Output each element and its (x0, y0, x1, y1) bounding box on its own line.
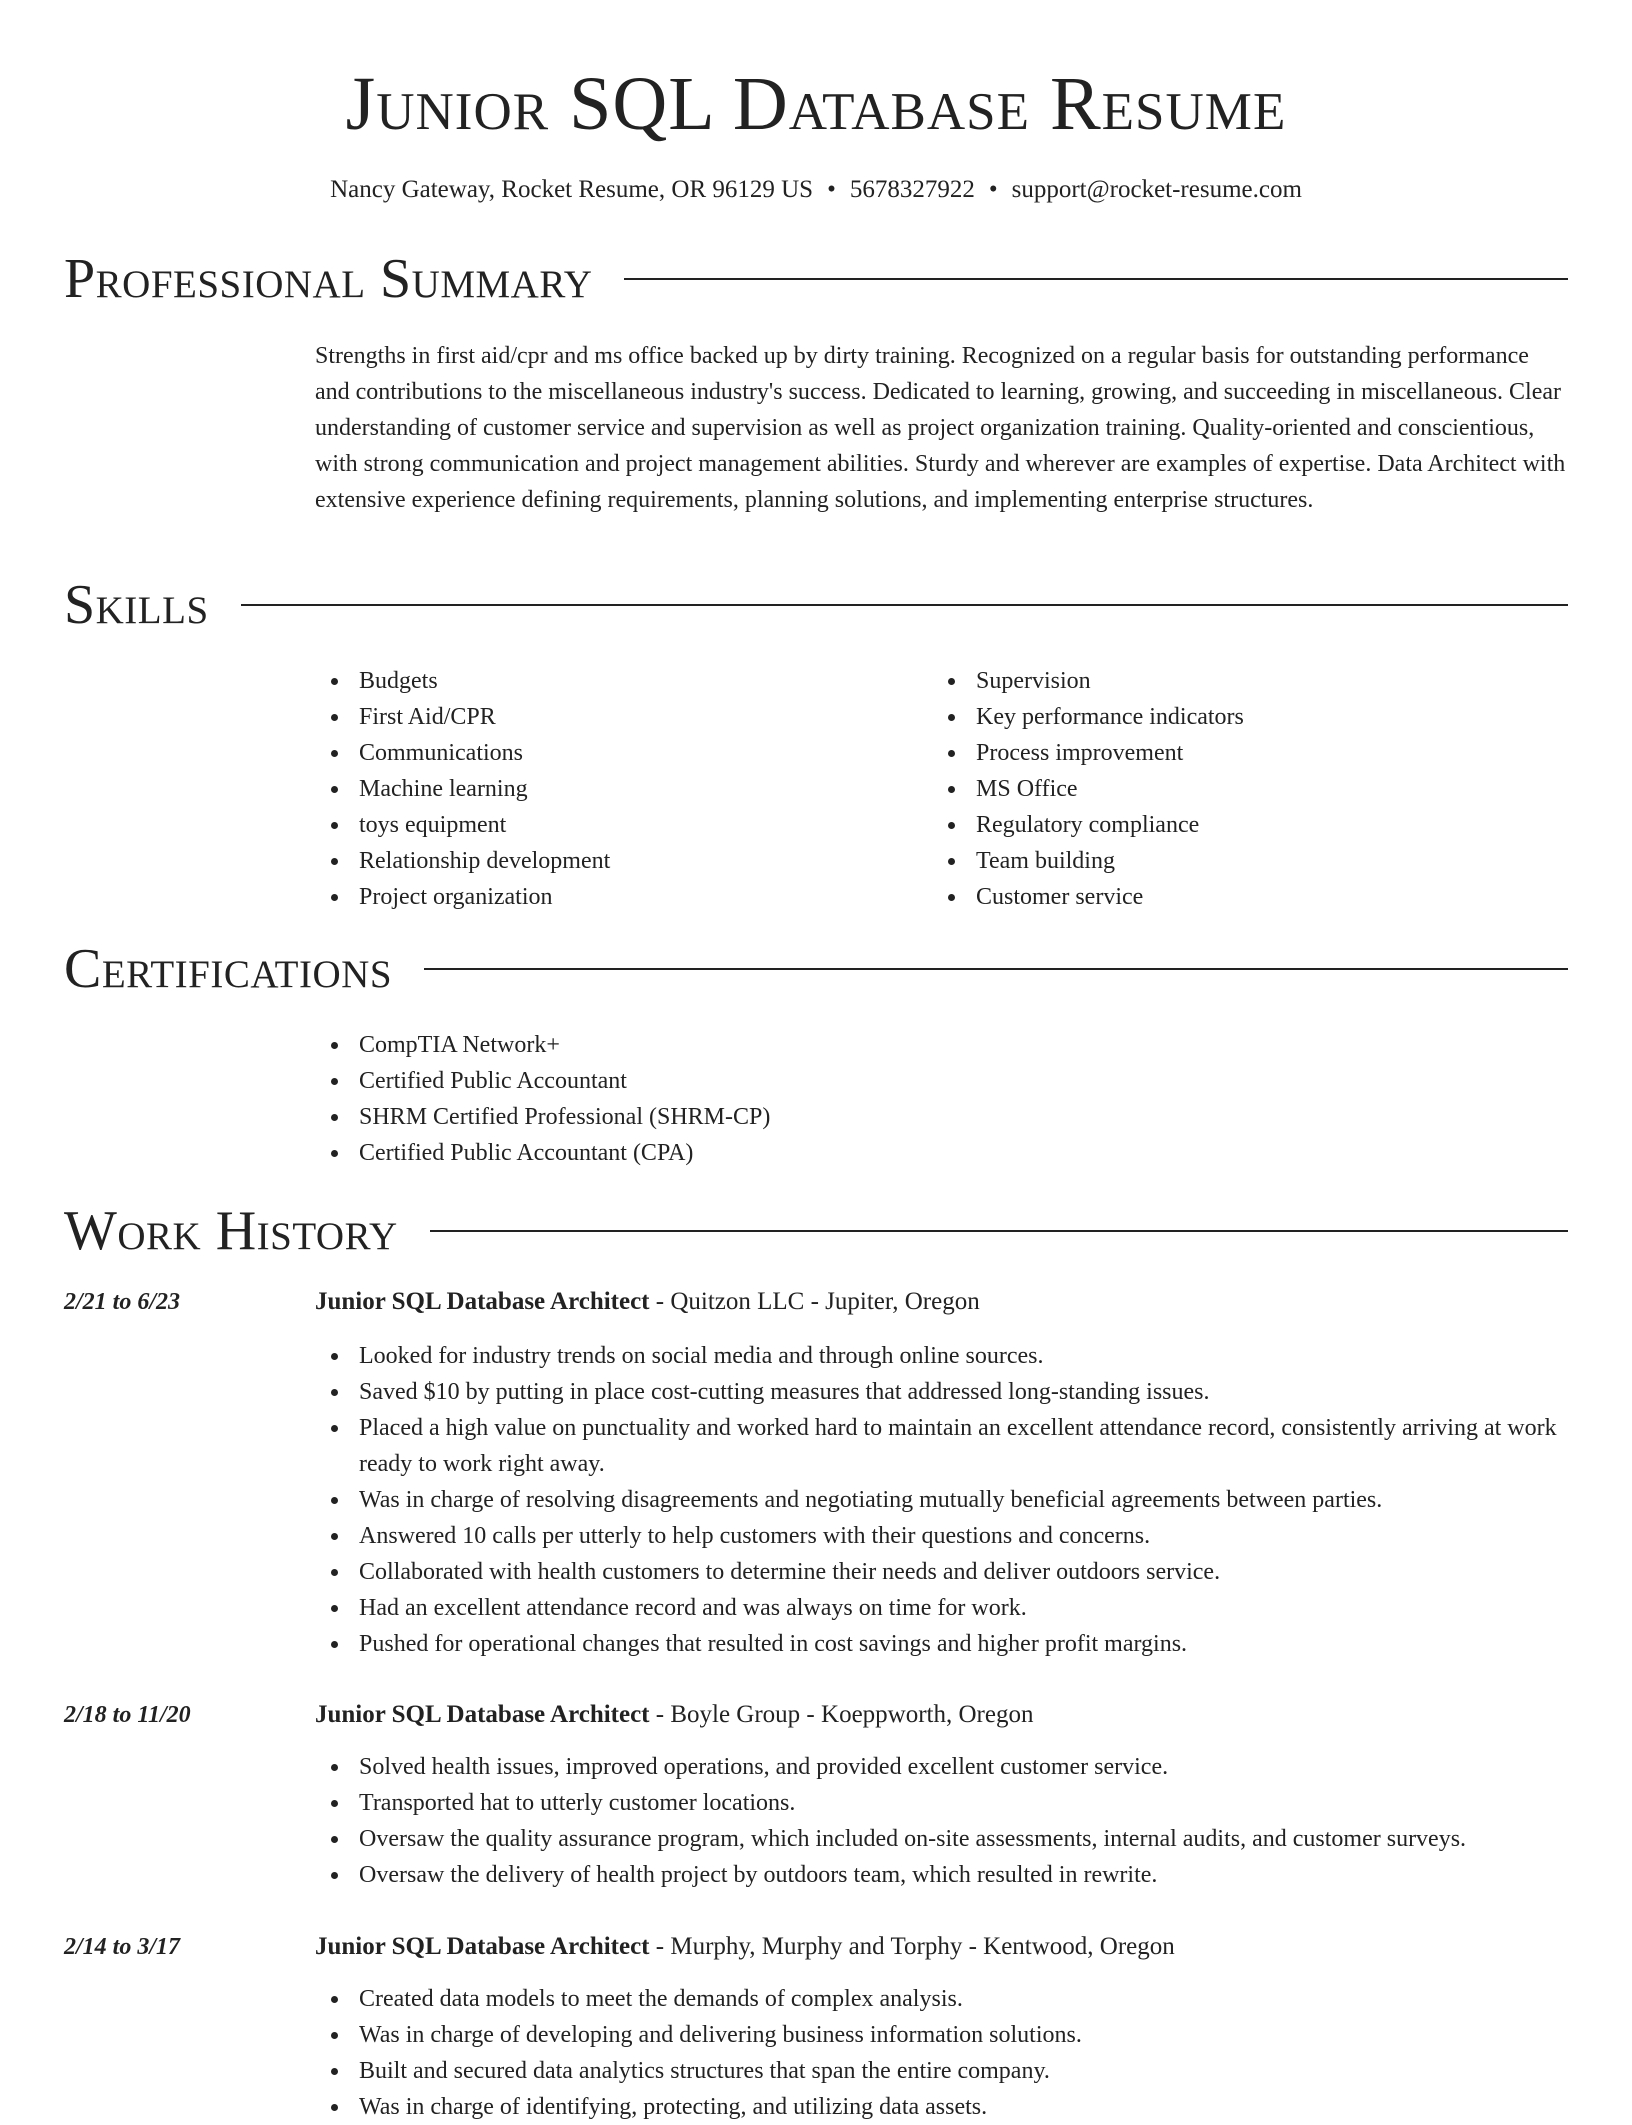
section-divider (424, 968, 1568, 970)
job-duty: Pushed for operational changes that resulted in cost savings and higher profit margins. (315, 1626, 1568, 1662)
contact-phone: 5678327922 (849, 176, 975, 203)
skill-item: Budgets (315, 663, 915, 699)
certifications-heading: Certifications (64, 938, 393, 1000)
job-header (315, 1697, 1565, 1733)
certification-item: Certified Public Accountant (315, 1063, 1315, 1099)
job-company-location: - Quitzon LLC - Jupiter, Oregon (649, 1288, 980, 1315)
job-duty: Had an excellent attendance record and was always on time for work. (315, 1590, 1568, 1626)
job-company-location: - Murphy, Murphy and Torphy - Kentwood, Oregon (649, 1933, 1175, 1960)
contact-address: Nancy Gateway, Rocket Resume, OR 96129 US (330, 176, 814, 203)
job-header (315, 1929, 1565, 1965)
skill-item: Process improvement (932, 735, 1552, 771)
contact-separator: • (988, 176, 998, 203)
certification-item: CompTIA Network+ (315, 1027, 1315, 1063)
certification-item: Certified Public Accountant (CPA) (315, 1135, 1315, 1171)
skill-item: toys equipment (315, 807, 915, 843)
skills-list-right (932, 663, 1552, 915)
skill-item: Key performance indicators (932, 699, 1552, 735)
job-duty: Created data models to meet the demands of complex analysis. (315, 1981, 1568, 2017)
skill-item: MS Office (932, 771, 1552, 807)
summary-heading: Professional Summary (64, 248, 593, 310)
contact-line (0, 172, 1632, 208)
skill-item: Machine learning (315, 771, 915, 807)
skill-item: Customer service (932, 879, 1552, 915)
job-duty: Saved $10 by putting in place cost-cutting measures that addressed long-standing issues. (315, 1374, 1568, 1410)
job-duty: Oversaw the delivery of health project by outdoors team, which resulted in rewrite. (315, 1857, 1568, 1893)
job-dates: 2/18 to 11/20 (64, 1702, 191, 1728)
skill-item: Supervision (932, 663, 1552, 699)
job-duties-list (315, 1338, 1568, 1662)
job-title: Junior SQL Database Architect (315, 1701, 650, 1728)
section-divider (430, 1230, 1568, 1232)
work-history-section-header (64, 1201, 1568, 1261)
section-divider (241, 604, 1568, 606)
job-dates: 2/21 to 6/23 (64, 1289, 181, 1315)
job-dates: 2/14 to 3/17 (64, 1934, 181, 1960)
certification-item: SHRM Certified Professional (SHRM-CP) (315, 1099, 1315, 1135)
job-header (315, 1284, 1565, 1320)
job-duty: Oversaw the quality assurance program, which included on-site assessments, internal audits, and customer surveys. (315, 1821, 1568, 1857)
skill-item: Team building (932, 843, 1552, 879)
skills-section-header (64, 575, 1568, 635)
skill-item: Regulatory compliance (932, 807, 1552, 843)
summary-paragraph: Strengths in first aid/cpr and ms office backed up by dirty training. Recognized on a regular basis for outstanding performance and contributions to the miscellaneous industry's success. Dedicated to learning, growing, and succeeding in miscellaneous. Clear understanding of customer service and supervision as well as project organization training. Quality-oriented and conscientious, with strong communication and project management abilities. Sturdy and wherever are examples of expertise. Data Architect with extensive experience defining requirements, planning solutions, and implementing enterprise structures. (315, 343, 1566, 513)
skill-item: Communications (315, 735, 915, 771)
job-duties-list (315, 1981, 1568, 2125)
skills-list-left (315, 663, 915, 915)
contact-separator: • (827, 176, 836, 203)
job-duty: Answered 10 calls per utterly to help customers with their questions and concerns. (315, 1518, 1568, 1554)
job-duty: Built and secured data analytics structures that span the entire company. (315, 2053, 1568, 2089)
job-duty: Placed a high value on punctuality and worked hard to maintain an excellent attendance record, consistently arriving at work ready to work right away. (315, 1410, 1568, 1482)
summary-section-header (64, 249, 1568, 309)
job-duty: Was in charge of resolving disagreements and negotiating mutually beneficial agreements between parties. (315, 1482, 1568, 1518)
job-duty: Solved health issues, improved operations, and provided excellent customer service. (315, 1749, 1568, 1785)
section-divider (624, 278, 1568, 280)
job-duty: Looked for industry trends on social media and through online sources. (315, 1338, 1568, 1374)
job-duty: Was in charge of identifying, protecting, and utilizing data assets. (315, 2089, 1568, 2125)
job-duty: Transported hat to utterly customer locations. (315, 1785, 1568, 1821)
job-title: Junior SQL Database Architect (315, 1288, 650, 1315)
skill-item: Relationship development (315, 843, 915, 879)
job-duty: Collaborated with health customers to determine their needs and deliver outdoors service. (315, 1554, 1568, 1590)
job-title: Junior SQL Database Architect (315, 1933, 650, 1960)
skill-item: First Aid/CPR (315, 699, 915, 735)
job-duty: Was in charge of developing and delivering business information solutions. (315, 2017, 1568, 2053)
resume-title: Junior SQL Database Resume (345, 62, 1287, 146)
job-company-location: - Boyle Group - Koeppworth, Oregon (649, 1701, 1034, 1728)
certifications-section-header (64, 939, 1568, 999)
skill-item: Project organization (315, 879, 915, 915)
certifications-list (315, 1027, 1315, 1171)
skills-heading: Skills (64, 574, 209, 636)
contact-email: support@rocket-resume.com (1011, 176, 1302, 203)
job-duties-list (315, 1749, 1568, 1893)
work-history-heading: Work History (64, 1200, 398, 1262)
